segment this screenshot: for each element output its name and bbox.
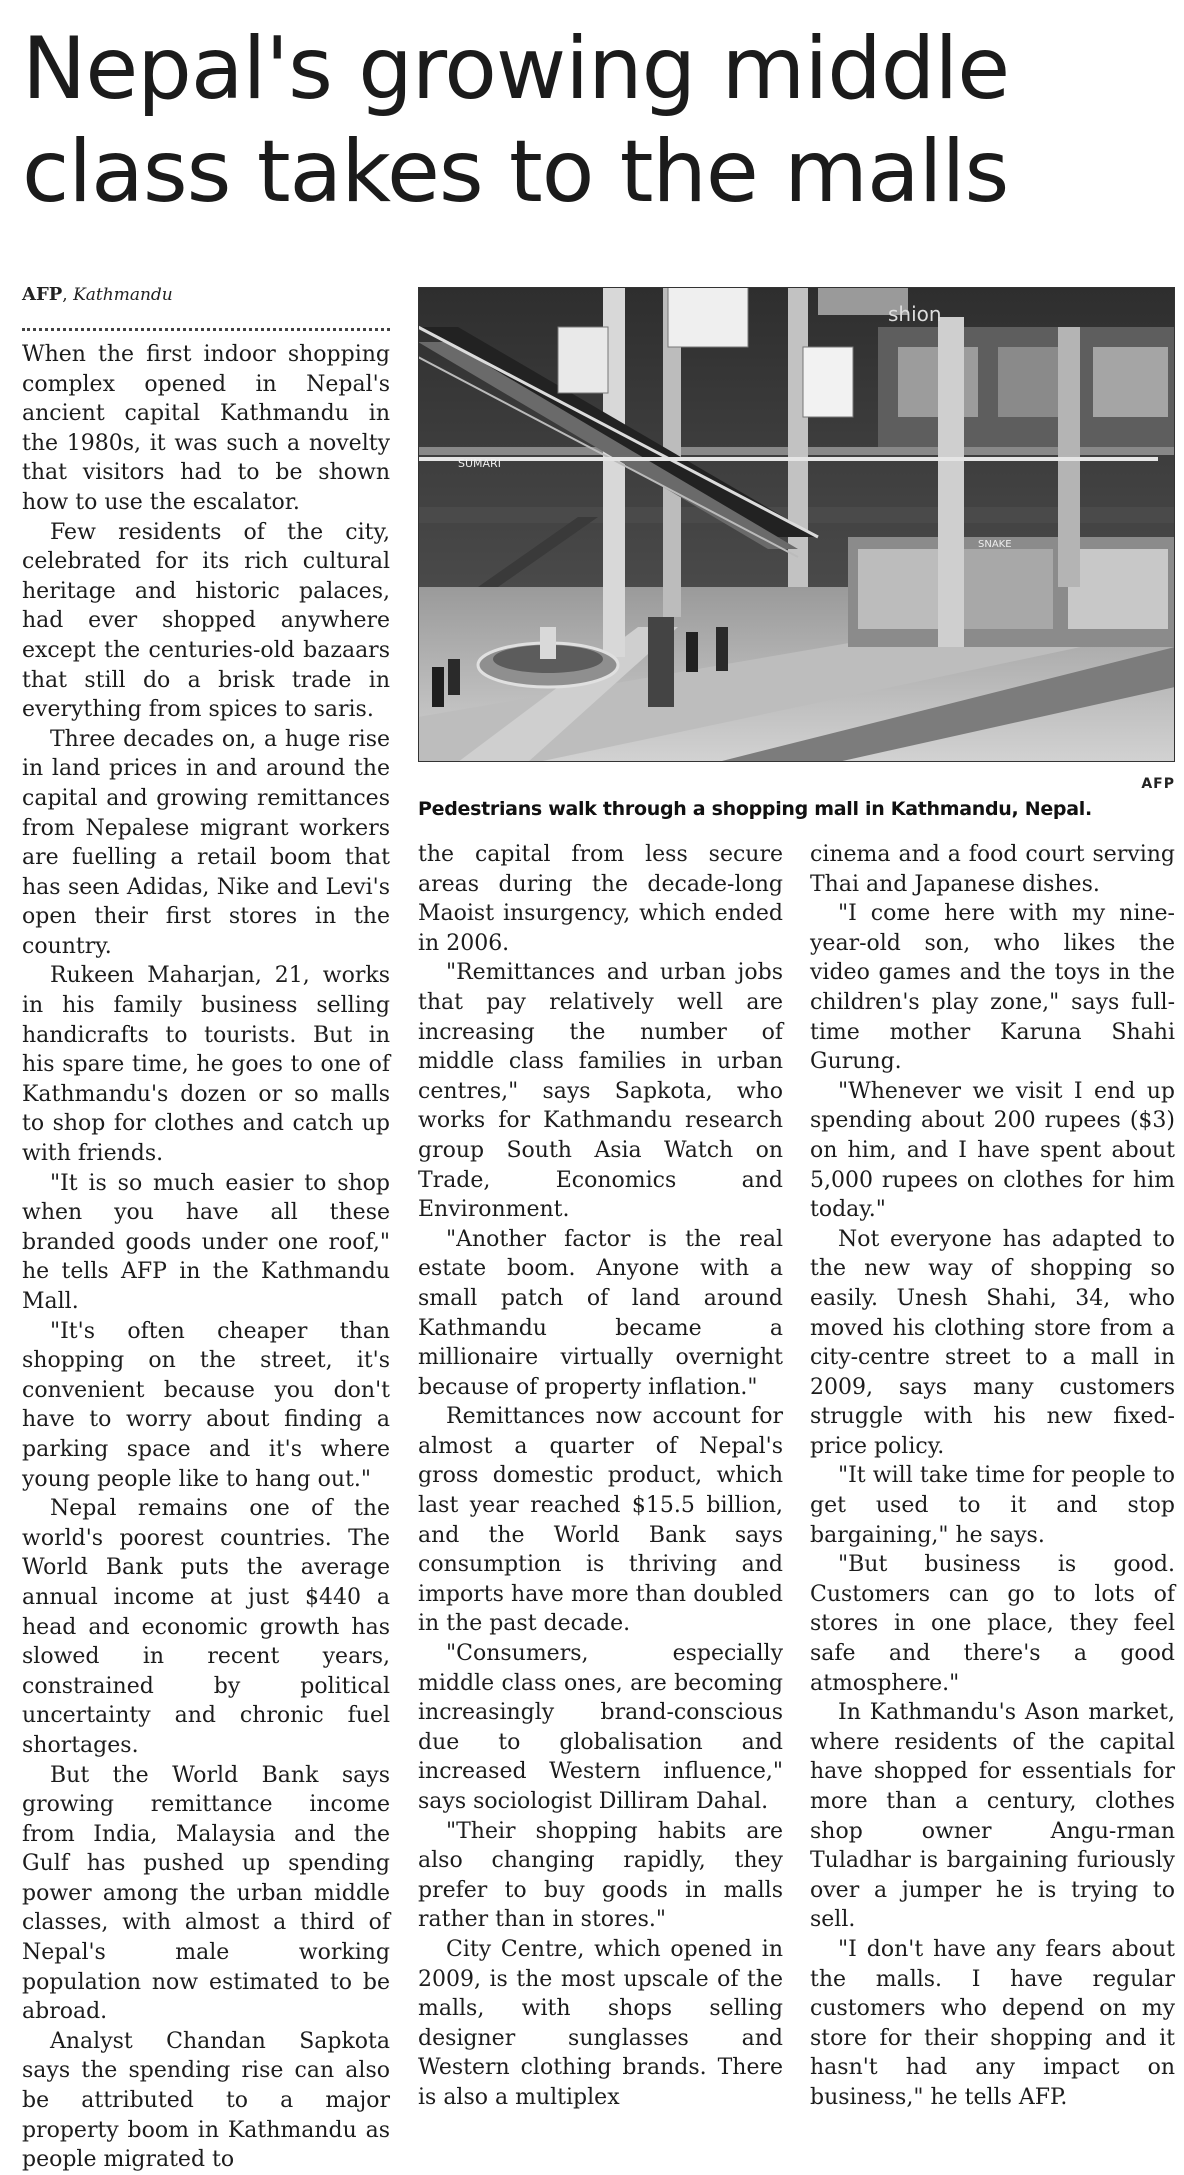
- article-paragraph: Nepal remains one of the world's poorest countries. The World Bank puts the average annual income at just $440 a head and economic growth has slowed in recent years, constrained by political uncertainty and chronic fuel shortages.: [22, 1496, 390, 1758]
- article-paragraph: "It's often cheaper than shopping on the street, it's convenient because you don't have to worry about finding a parking space and it's where young people like to hang out.": [22, 1318, 390, 1492]
- article-column-2: [418, 840, 783, 2113]
- article-paragraph: "Consumers, especially middle class ones, are becoming increasingly brand-conscious due to globalisation and increased Western influence," says sociologist Dilliram Dahal.: [418, 1641, 783, 1814]
- article-paragraph: City Centre, which opened in 2009, is the most upscale of the malls, with shops selling designer sunglasses and Western clothing brands. There is also a multiplex: [418, 1936, 783, 2110]
- byline-agency: AFP: [22, 284, 63, 305]
- article-paragraph: Few residents of the city, celebrated for its rich cultural heritage and historic palaces, had ever shopped anywhere except the centuries-old bazaars that still do a brisk trade in everything from spices to saris.: [22, 519, 390, 723]
- article-paragraph: Rukeen Maharjan, 21, works in his family business selling handicrafts to tourists. But in his spare time, he goes to one of Kathmandu's dozen or so malls to shop for clothes and catch up with friends.: [22, 963, 390, 1167]
- article-paragraph: "But business is good. Customers can go to lots of stores in one place, they feel safe and there's a good atmosphere.": [810, 1552, 1175, 1696]
- byline-divider: [22, 328, 390, 331]
- article-paragraph: "Another factor is the real estate boom. Anyone with a small patch of land around Kathmandu became a millionaire virtually overnight because of property inflation.": [418, 1226, 783, 1400]
- article-paragraph: the capital from less secure areas during the decade-long Maoist insurgency, which ended in 2006.: [418, 842, 783, 956]
- article-paragraph: When the first indoor shopping complex opened in Nepal's ancient capital Kathmandu in the 1980s, it was such a novelty that visitors had to be shown how to use the escalator.: [22, 342, 390, 515]
- store-sign-top: shion: [888, 302, 942, 326]
- article-paragraph: "Remittances and urban jobs that pay relatively well are increasing the number of middle class families in urban centres," says Sapkota, who works for Kathmandu research group South Asia Watch on Trade, Economics and Environment.: [418, 960, 783, 1223]
- article-paragraph: "It will take time for people to get used to it and stop bargaining," he says.: [810, 1463, 1175, 1548]
- article-paragraph: cinema and a food court serving Thai and Japanese dishes.: [810, 842, 1175, 897]
- article-paragraph: In Kathmandu's Ason market, where residents of the capital have shopped for essentials for more than a century, clothes shop owner Angu-rman Tuladhar is bargaining furiously over a jumper he is trying to sell.: [810, 1700, 1175, 1933]
- byline-place: Kathmandu: [73, 285, 173, 305]
- article-paragraph: Three decades on, a huge rise in land prices in and around the capital and growing remittances from Nepalese migrant workers are fuelling a retail boom that has seen Adidas, Nike and Levi's open their first stores in the country.: [22, 726, 390, 959]
- headline: Nepal's growing middle class takes to the malls: [22, 19, 1010, 222]
- article-paragraph: "Their shopping habits are also changing rapidly, they prefer to buy goods in malls rather than in stores.": [418, 1818, 783, 1933]
- article-column-1: [22, 340, 390, 2175]
- article-column-3: [810, 840, 1175, 2113]
- byline: [22, 284, 392, 305]
- store-sign-right: SNAKE: [978, 539, 1012, 550]
- byline-separator: ,: [62, 285, 74, 305]
- mall-interior-illustration: [418, 287, 1175, 762]
- article-paragraph: "I come here with my nine-year-old son, who likes the video games and the toys in the children's play zone," says full-time mother Karuna Shahi Gurung.: [810, 901, 1175, 1075]
- article-paragraph: Not everyone has adapted to the new way of shopping so easily. Unesh Shahi, 34, who moved his clothing store from a city-centre street to a mall in 2009, says many customers struggle with his new fixed-price policy.: [810, 1226, 1175, 1459]
- article-paragraph: "I don't have any fears about the malls. I have regular customers who depend on my store for their shopping and it hasn't had any impact on business," he tells AFP.: [810, 1936, 1175, 2110]
- photo-credit: AFP: [1141, 776, 1175, 792]
- article-paragraph: Analyst Chandan Sapkota says the spending rise can also be attributed to a major property boom in Kathmandu as people migrated to: [22, 2028, 390, 2173]
- store-sign-left: SUMARI: [458, 457, 501, 470]
- article-paragraph: "Whenever we visit I end up spending about 200 rupees ($3) on him, and I have spent about 5,000 rupees on clothes for him today.": [810, 1078, 1175, 1223]
- article-paragraph: "It is so much easier to shop when you have all these branded goods under one roof," he tells AFP in the Kathmandu Mall.: [22, 1170, 390, 1314]
- article-paragraph: Remittances now account for almost a quarter of Nepal's gross domestic product, which last year reached $15.5 billion, and the World Bank says consumption is thriving and imports have more than doubled in the past decade.: [418, 1404, 783, 1637]
- photo-caption: Pedestrians walk through a shopping mall in Kathmandu, Nepal.: [418, 798, 1092, 820]
- mall-photo: [418, 287, 1175, 762]
- article-paragraph: But the World Bank says growing remittance income from India, Malaysia and the Gulf has pushed up spending power among the urban middle classes, with almost a third of Nepal's male working population now estimated to be abroad.: [22, 1762, 390, 2025]
